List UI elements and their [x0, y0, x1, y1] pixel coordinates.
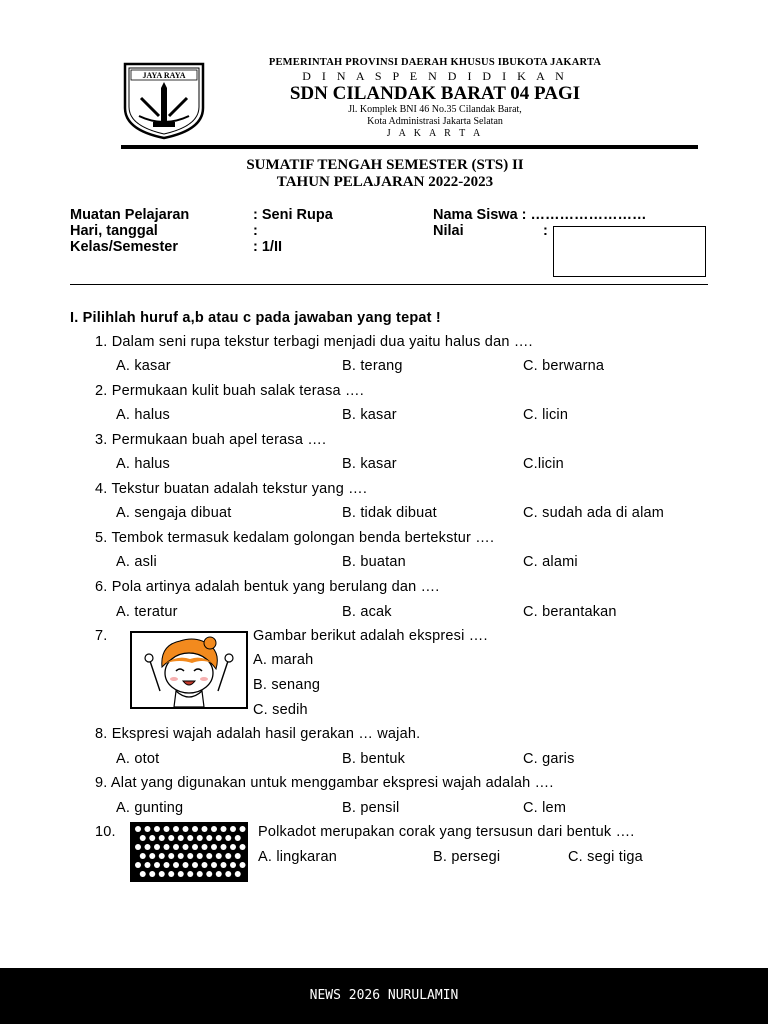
- polkadot-dot: [240, 862, 246, 868]
- polkadot-dot: [164, 862, 170, 868]
- school-name: SDN CILANDAK BARAT 04 PAGI: [289, 83, 581, 104]
- polkadot-dot: [135, 844, 141, 850]
- polkadot-dot: [183, 862, 189, 868]
- polkadot-dot: [240, 826, 246, 832]
- q8-option-b[interactable]: B. bentuk: [342, 751, 406, 767]
- polkadot-dot: [187, 835, 193, 841]
- date-value: :: [253, 223, 258, 239]
- q3-option-b[interactable]: B. kasar: [342, 456, 397, 472]
- letterhead-divider: [121, 145, 698, 149]
- school-address-line2: Kota Administrasi Jakarta Selatan: [367, 116, 503, 127]
- q10-option-a[interactable]: A. lingkaran: [258, 849, 337, 865]
- polkadot-dot: [216, 853, 222, 859]
- polkadot-dot: [206, 835, 212, 841]
- government-name: PEMERINTAH PROVINSI DAERAH KHUSUS IBUKOTA JAKARTA: [268, 57, 602, 68]
- section-instruction: I. Pilihlah huruf a,b atau c pada jawaban yang tepat !: [70, 310, 441, 326]
- polkadot-dot: [192, 844, 198, 850]
- footer-text: NEWS 2026 NURULAMIN: [309, 988, 459, 1003]
- polkadot-dot: [192, 862, 198, 868]
- polkadot-dot: [202, 826, 208, 832]
- q1-option-c[interactable]: C. berwarna: [523, 358, 605, 374]
- happy-child-illustration-icon: [130, 631, 248, 709]
- polkadot-dot: [145, 826, 151, 832]
- polkadot-dot: [216, 871, 222, 877]
- q1-option-b[interactable]: B. terang: [342, 358, 403, 374]
- student-name-field[interactable]: Nama Siswa : ……………………: [433, 207, 647, 223]
- question-6: 6. Pola artinya adalah bentuk yang berulang dan ….: [95, 579, 440, 595]
- polkadot-dot: [140, 853, 146, 859]
- polkadot-dot: [178, 853, 184, 859]
- polkadot-dot: [221, 862, 227, 868]
- polkadot-dot: [173, 844, 179, 850]
- question-10-number: 10.: [95, 824, 116, 840]
- polkadot-dot: [187, 871, 193, 877]
- subject-label: Muatan Pelajaran: [70, 207, 190, 223]
- score-colon: :: [543, 223, 548, 239]
- school-address-line1: Jl. Komplek BNI 46 No.35 Cilandak Barat,: [348, 104, 522, 115]
- polkadot-dot: [225, 853, 231, 859]
- q5-option-c[interactable]: C. alami: [523, 554, 578, 570]
- polkadot-dot: [197, 835, 203, 841]
- polkadot-dot: [154, 862, 160, 868]
- q4-option-a[interactable]: A. sengaja dibuat: [116, 505, 232, 521]
- question-4: 4. Tekstur buatan adalah tekstur yang ….: [95, 481, 368, 497]
- class-label: Kelas/Semester: [70, 239, 179, 255]
- polkadot-dot: [235, 835, 241, 841]
- polkadot-dot: [206, 871, 212, 877]
- q5-option-b[interactable]: B. buatan: [342, 554, 406, 570]
- polkadot-dot: [178, 871, 184, 877]
- polkadot-dot: [211, 844, 217, 850]
- exam-title: SUMATIF TENGAH SEMESTER (STS) II: [246, 157, 524, 173]
- polkadot-dot: [183, 844, 189, 850]
- polkadot-dot: [187, 853, 193, 859]
- polkadot-dot: [202, 862, 208, 868]
- q3-option-a[interactable]: A. halus: [116, 456, 170, 472]
- polkadot-dot: [135, 826, 141, 832]
- q7-option-a[interactable]: A. marah: [253, 652, 314, 668]
- score-box[interactable]: [553, 226, 706, 277]
- q3-option-c[interactable]: C.licin: [523, 456, 564, 472]
- polkadot-dot: [140, 835, 146, 841]
- polkadot-dot: [149, 871, 155, 877]
- polkadot-dot: [159, 835, 165, 841]
- q7-option-b[interactable]: B. senang: [253, 677, 321, 693]
- polkadot-dot: [225, 835, 231, 841]
- jaya-raya-logo-icon: [121, 58, 207, 140]
- polkadot-dot: [211, 862, 217, 868]
- polkadot-dot: [173, 826, 179, 832]
- q10-option-c[interactable]: C. segi tiga: [568, 849, 643, 865]
- polkadot-dot: [221, 826, 227, 832]
- polkadot-dot: [164, 844, 170, 850]
- polkadot-dot: [240, 844, 246, 850]
- polkadot-dot: [211, 826, 217, 832]
- polkadot-dot: [230, 826, 236, 832]
- polkadot-dot: [173, 862, 179, 868]
- polkadot-dot: [145, 844, 151, 850]
- question-7: Gambar berikut adalah ekspresi ….: [253, 628, 488, 644]
- school-city: J A K A R T A: [386, 128, 484, 139]
- q4-option-c[interactable]: C. sudah ada di alam: [523, 505, 665, 521]
- polkadot-dot: [225, 871, 231, 877]
- q8-option-c[interactable]: C. garis: [523, 751, 575, 767]
- polkadot-dot: [154, 826, 160, 832]
- q2-option-b[interactable]: B. kasar: [342, 407, 397, 423]
- polkadot-dot: [183, 826, 189, 832]
- question-8: 8. Ekspresi wajah adalah hasil gerakan … wajah.: [95, 726, 421, 742]
- q6-option-a[interactable]: A. teratur: [116, 604, 178, 620]
- date-label: Hari, tanggal: [70, 223, 158, 239]
- polkadot-dot: [221, 844, 227, 850]
- polkadot-dot: [168, 853, 174, 859]
- polkadot-dot: [168, 871, 174, 877]
- question-1: 1. Dalam seni rupa tekstur terbagi menjadi dua yaitu halus dan ….: [95, 334, 533, 350]
- question-10: Polkadot merupakan corak yang tersusun dari bentuk ….: [258, 824, 635, 840]
- q2-option-a[interactable]: A. halus: [116, 407, 170, 423]
- polkadot-dot: [140, 871, 146, 877]
- polkadot-dot: [216, 835, 222, 841]
- polkadot-dot: [235, 853, 241, 859]
- polkadot-dot: [159, 871, 165, 877]
- score-label: Nilai: [433, 223, 464, 239]
- q5-option-a[interactable]: A. asli: [116, 554, 157, 570]
- polkadot-dot: [145, 862, 151, 868]
- q9-option-c[interactable]: C. lem: [523, 800, 567, 816]
- q9-option-b[interactable]: B. pensil: [342, 800, 400, 816]
- polkadot-dot: [206, 853, 212, 859]
- polkadot-dot: [149, 835, 155, 841]
- question-5: 5. Tembok termasuk kedalam golongan benda bertekstur ….: [95, 530, 495, 546]
- polkadot-pattern-icon: [130, 822, 248, 882]
- class-value: : 1/II: [253, 239, 283, 255]
- polkadot-dot: [168, 835, 174, 841]
- q9-option-a[interactable]: A. gunting: [116, 800, 184, 816]
- q6-option-c[interactable]: C. berantakan: [523, 604, 617, 620]
- question-7-number: 7.: [95, 628, 108, 644]
- polkadot-dot: [135, 862, 141, 868]
- polkadot-dot: [197, 871, 203, 877]
- polkadot-dot: [202, 844, 208, 850]
- department-name: D I N A S P E N D I D I K A N: [302, 69, 568, 83]
- q2-option-c[interactable]: C. licin: [523, 407, 569, 423]
- question-3: 3. Permukaan buah apel terasa ….: [95, 432, 327, 448]
- polkadot-dot: [230, 844, 236, 850]
- polkadot-dot: [230, 862, 236, 868]
- q6-option-b[interactable]: B. acak: [342, 604, 392, 620]
- subject-value: : Seni Rupa: [253, 207, 333, 223]
- polkadot-dot: [164, 826, 170, 832]
- polkadot-dot: [149, 853, 155, 859]
- polkadot-dot: [235, 871, 241, 877]
- logo-text: JAYA RAYA: [142, 71, 186, 80]
- question-9: 9. Alat yang digunakan untuk menggambar ekspresi wajah adalah ….: [95, 775, 554, 791]
- exam-year: TAHUN PELAJARAN 2022-2023: [276, 174, 494, 190]
- q10-option-b[interactable]: B. persegi: [433, 849, 501, 865]
- polkadot-dot: [159, 853, 165, 859]
- info-divider: [70, 284, 708, 285]
- polkadot-dot: [154, 844, 160, 850]
- q1-option-a[interactable]: A. kasar: [116, 358, 171, 374]
- question-2: 2. Permukaan kulit buah salak terasa ….: [95, 383, 364, 399]
- polkadot-dot: [178, 835, 184, 841]
- q8-option-a[interactable]: A. otot: [116, 751, 160, 767]
- q4-option-b[interactable]: B. tidak dibuat: [342, 505, 437, 521]
- polkadot-dot: [197, 853, 203, 859]
- q7-option-c[interactable]: C. sedih: [253, 702, 308, 718]
- polkadot-dot: [192, 826, 198, 832]
